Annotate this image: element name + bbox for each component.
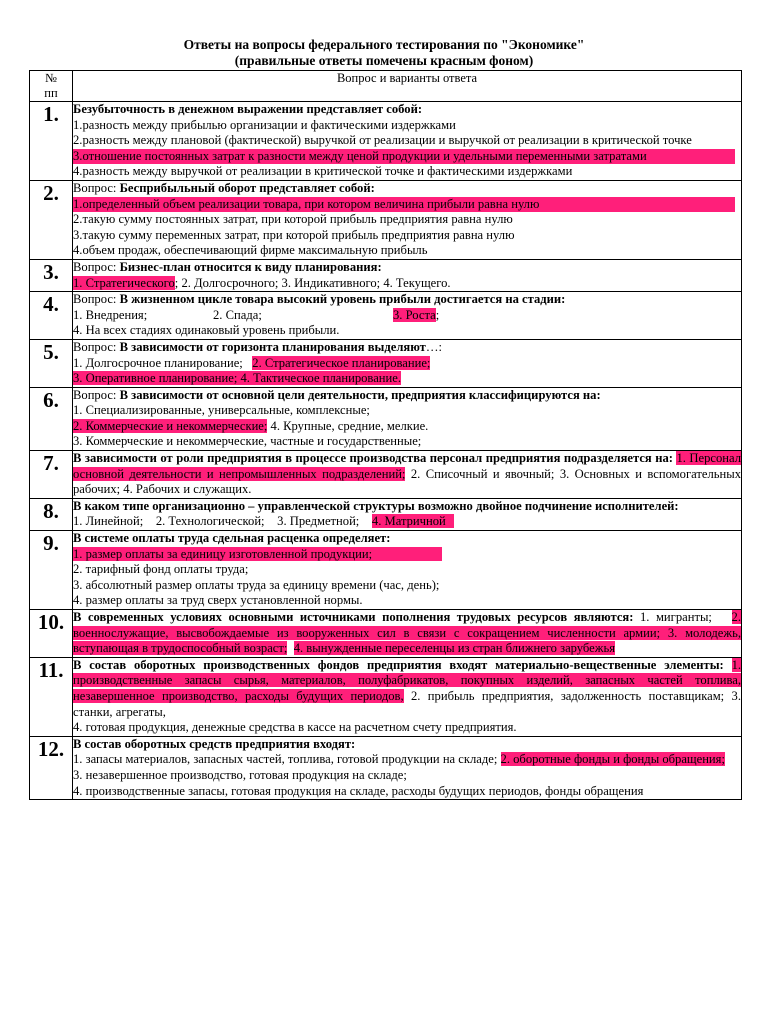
question-text: В жизненном цикле товара высокий уровень прибыли достигается на стадии:: [119, 292, 566, 307]
correct-answer: 1. размер оплаты за единицу изготовленной продукции;: [73, 547, 442, 561]
answer-options: ; 2. Долгосрочного; 3. Индикативного; 4. Текущего.: [174, 275, 451, 290]
question-cell: [73, 387, 742, 450]
answer-option: 1. Линейной;: [73, 514, 144, 529]
question-cell: [73, 736, 742, 799]
row-number: 11.: [30, 657, 73, 736]
correct-answer: 3.отношение постоянных затрат к разности между ценой продукции и удельными переменными затратами: [73, 149, 735, 165]
correct-answer: 1. производственные запасы сырья, материалов, полуфабрикатов, покупных изделий, запасных частей топлива, незавершенное производство, расходы будущих периодов,: [73, 657, 742, 703]
answer-option: 4. размер оплаты за труд сверх установленной нормы.: [73, 593, 363, 608]
row-number: 1.: [30, 102, 73, 181]
answer-option: 4. производственные запасы, готовая продукция на складе, расходы будущих периодов, фонды обращения: [73, 783, 644, 798]
question-cell: [73, 180, 742, 259]
row-number: 6.: [30, 387, 73, 450]
answer-option: 2. прибыль предприятия, задолженность поставщикам; 3. станки, агрегаты,: [73, 688, 741, 719]
answer-option: 4. готовая продукция, денежные средства в кассе на расчетном счету предприятия.: [73, 720, 517, 735]
row-number: 9.: [30, 531, 73, 610]
answer-option: 1.разность между прибылью организации и фактическими издержками: [73, 117, 456, 132]
question-prefix: Вопрос:: [73, 259, 120, 274]
answer-option: 2. тарифный фонд оплаты труда;: [73, 562, 249, 577]
table-row: [30, 736, 742, 799]
question-prefix: Вопрос:: [73, 387, 120, 402]
question-cell: [73, 610, 742, 658]
question-text: Безубыточность в денежном выражении представляет собой:: [73, 102, 423, 116]
correct-answer: 1. Персонал основной деятельности и непромышленных подразделений;: [73, 451, 742, 481]
row-number: 4.: [30, 292, 73, 340]
row-number: 7.: [30, 451, 73, 499]
answer-option: 4.разность между выручкой от реализации в критической точке и фактическими издержками: [73, 164, 573, 179]
answer-option: 2.разность между плановой (фактической) выручкой от реализации и выручкой от реализации в критической точке: [73, 133, 692, 148]
answer-option: 4. На всех стадиях одинаковый уровень прибыли.: [73, 323, 340, 338]
question-cell: [73, 531, 742, 610]
document-title: [0, 37, 768, 69]
correct-answer: 2. Коммерческие и некоммерческие;: [73, 418, 268, 433]
answer-options: 2. Списочный и явочный; 3. Основных и вспомогательных рабочих; 4. Рабочих и служащих.: [73, 466, 741, 497]
table-row: [30, 387, 742, 450]
answer-option: 2. Спада;: [213, 307, 262, 322]
row-number: 3.: [30, 259, 73, 291]
question-cell: Вопрос: В жизненном цикле товара высокий уровень прибыли достигается на стадии: 1. Внедрения; 2. Спада; 3. Роста; 4. На всех стадиях одинаковый уровень прибыли.: [73, 292, 742, 340]
correct-answer: 1. Стратегического: [73, 275, 175, 290]
row-number: 5.: [30, 339, 73, 387]
table-row: [30, 102, 742, 181]
table-row: [30, 498, 742, 530]
question-cell: [73, 451, 742, 499]
answer-option: 1. запасы материалов, запасных частей, топлива, готовой продукции на складе;: [73, 752, 498, 767]
correct-answer: 1.определенный объем реализации товара, при котором величина прибыли равна нулю: [73, 197, 735, 213]
row-number: 10.: [30, 610, 73, 658]
answer-option: 4.объем продаж, обеспечивающий фирме максимальную прибыль: [73, 243, 428, 258]
correct-answer: 4. вынужденные переселенцы из стран ближнего зарубежья: [293, 641, 616, 656]
question-text: В зависимости от горизонта планирования выделяют: [119, 339, 426, 354]
answer-option: 2. Технологической;: [155, 514, 265, 529]
question-prefix: Вопрос:: [73, 339, 120, 354]
question-text: Бизнес-план относится к виду планирования:: [119, 259, 382, 274]
answer-option: 3. Коммерческие и некоммерческие, частные и государственные;: [73, 434, 422, 449]
answer-option: 1. мигранты;: [633, 610, 712, 624]
question-text: В системе оплаты труда сдельная расценка определяет:: [73, 531, 391, 546]
answer-option: 4. Крупные, средние, мелкие.: [267, 418, 429, 433]
title-line-2: (правильные ответы помечены красным фоном): [234, 53, 534, 68]
correct-answer: 4. Матричной: [372, 514, 454, 528]
correct-answer: 2. военнослужащие, высвобождаемые из вооруженных сил в связи с сокращением численности армии;: [73, 610, 741, 640]
question-text: В состав оборотных средств предприятия входят:: [73, 736, 356, 751]
question-column-header: Вопрос и варианты ответа: [73, 71, 742, 102]
question-cell: [73, 102, 742, 181]
table-row: [30, 451, 742, 499]
answer-option: 2.такую сумму постоянных затрат, при которой прибыль предприятия равна нулю: [73, 212, 513, 227]
answer-option: 1. Долгосрочное планирование;: [73, 355, 243, 370]
answer-option: 1. Специализированные, универсальные, комплексные;: [73, 403, 370, 418]
correct-answer: 2. оборотные фонды и фонды обращения;: [500, 752, 725, 767]
correct-answer: 3. Оперативное планирование; 4. Тактическое планирование.: [73, 371, 401, 386]
question-text: В современных условиях основными источниками пополнения трудовых ресурсов являются:: [73, 610, 634, 624]
row-number: 12.: [30, 736, 73, 799]
table-row: [30, 657, 742, 736]
title-line-1: Ответы на вопросы федерального тестирования по "Экономике": [183, 37, 585, 52]
correct-answer: 2. Стратегическое планирование;: [252, 355, 431, 370]
correct-answer: 3. Роста: [393, 307, 436, 322]
question-prefix: Вопрос:: [73, 292, 120, 307]
question-cell: [73, 498, 742, 530]
answer-option: 3. незавершенное производство, готовая продукция на складе;: [73, 767, 407, 782]
question-text: В зависимости от роли предприятия в процессе производства персонал предприятия подразделяется на:: [73, 451, 673, 466]
question-text: В состав оборотных производственных фондов предприятия входят материально-вещественные элементы:: [73, 657, 724, 672]
question-prefix: Вопрос:: [73, 180, 120, 195]
table-row: [30, 531, 742, 610]
table-row: [30, 610, 742, 658]
question-text: В зависимости от основной цели деятельности, предприятия классифицируются на:: [119, 387, 601, 402]
table-row: [30, 292, 742, 340]
table-row: [30, 259, 742, 291]
correct-answer: 3. молодежь, вступающая в трудоспособный возраст;: [73, 625, 741, 656]
table-header-row: [30, 71, 742, 102]
table-row: [30, 180, 742, 259]
number-column-header: № пп: [30, 71, 73, 102]
question-cell: Вопрос: В зависимости от горизонта планирования выделяют…: 1. Долгосрочное планирование; 2. Стратегическое планирование; 3. Оперативное планирование; 4. Тактическое планирование.: [73, 339, 742, 387]
question-text: В каком типе организационно – управленческой структуры возможно двойное подчинение исполнителей:: [73, 498, 679, 513]
answer-option: 1. Внедрения;: [73, 307, 148, 322]
answer-option: 3.такую сумму переменных затрат, при которой прибыль предприятия равна нулю: [73, 227, 515, 242]
question-cell: [73, 259, 742, 291]
question-cell: [73, 657, 742, 736]
row-number: 8.: [30, 498, 73, 530]
question-text: Бесприбыльный оборот представляет собой:: [119, 180, 375, 195]
row-number: 2.: [30, 180, 73, 259]
table-row: [30, 339, 742, 387]
answer-option: 3. абсолютный размер оплаты труда за единицу времени (час, день);: [73, 577, 440, 592]
answer-option: 3. Предметной;: [277, 514, 360, 529]
answers-table: [29, 70, 742, 800]
